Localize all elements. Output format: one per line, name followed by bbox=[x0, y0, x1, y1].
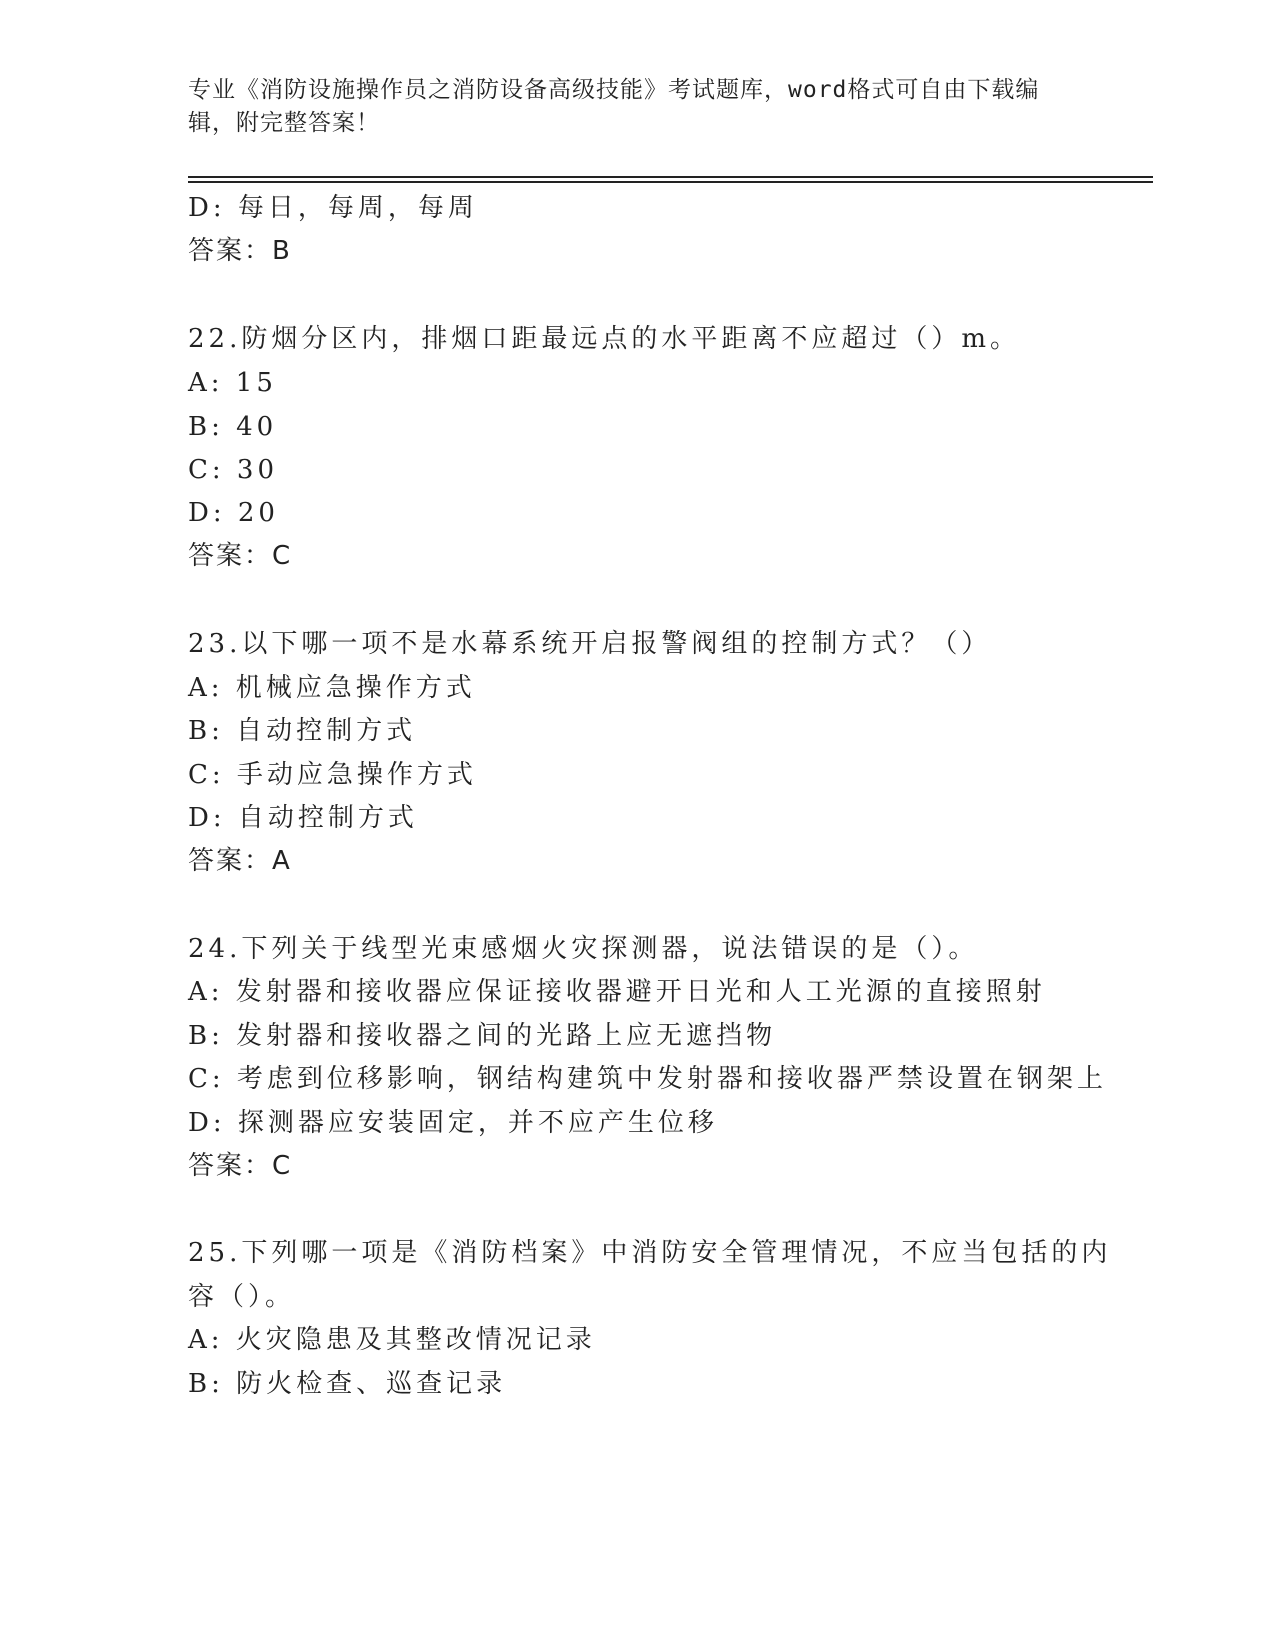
q24-option-b: B: 发射器和接收器之间的光路上应无遮挡物 bbox=[188, 1021, 777, 1051]
q22-option-d: D: 20 bbox=[188, 498, 279, 528]
q25-stem-line-2: 容（）。 bbox=[188, 1282, 296, 1312]
q22-option-c: C: 30 bbox=[188, 455, 279, 485]
q22-stem: 22.防烟分区内，排烟口距最远点的水平距离不应超过（）m。 bbox=[188, 324, 1021, 354]
q24-option-a: A: 发射器和接收器应保证接收器避开日光和人工光源的直接照射 bbox=[188, 977, 1046, 1007]
header-divider-bottom bbox=[188, 181, 1153, 183]
q24-answer: 答案：C bbox=[188, 1151, 293, 1181]
q25-option-b: B: 防火检查、巡查记录 bbox=[188, 1369, 507, 1399]
q22-option-b: B: 40 bbox=[188, 412, 278, 442]
q23-answer: 答案：A bbox=[188, 846, 292, 876]
q25-stem-line-1: 25.下列哪一项是《消防档案》中消防安全管理情况，不应当包括的内 bbox=[188, 1238, 1112, 1268]
q23-option-a: A: 机械应急操作方式 bbox=[188, 673, 476, 703]
q23-option-b: B: 自动控制方式 bbox=[188, 716, 417, 746]
prev-answer: 答案：B bbox=[188, 236, 292, 266]
q23-option-d: D: 自动控制方式 bbox=[188, 803, 418, 833]
header-line-2: 辑，附完整答案！ bbox=[188, 110, 380, 136]
header-divider-top bbox=[188, 176, 1153, 178]
q22-answer: 答案：C bbox=[188, 541, 293, 571]
prev-option-d: D: 每日，每周，每周 bbox=[188, 193, 478, 223]
header-line-1: 专业《消防设施操作员之消防设备高级技能》考试题库，word格式可自由下载编 bbox=[188, 77, 1040, 103]
q25-option-a: A: 火灾隐患及其整改情况记录 bbox=[188, 1325, 596, 1355]
q23-option-c: C: 手动应急操作方式 bbox=[188, 760, 477, 790]
q22-option-a: A: 15 bbox=[188, 368, 277, 398]
q24-stem: 24.下列关于线型光束感烟火灾探测器，说法错误的是（）。 bbox=[188, 934, 979, 964]
document-header bbox=[188, 74, 1088, 140]
q24-option-d: D: 探测器应安装固定，并不应产生位移 bbox=[188, 1108, 718, 1138]
q24-option-c: C: 考虑到位移影响，钢结构建筑中发射器和接收器严禁设置在钢架上 bbox=[188, 1064, 1107, 1094]
q23-stem: 23.以下哪一项不是水幕系统开启报警阀组的控制方式？（） bbox=[188, 629, 992, 659]
